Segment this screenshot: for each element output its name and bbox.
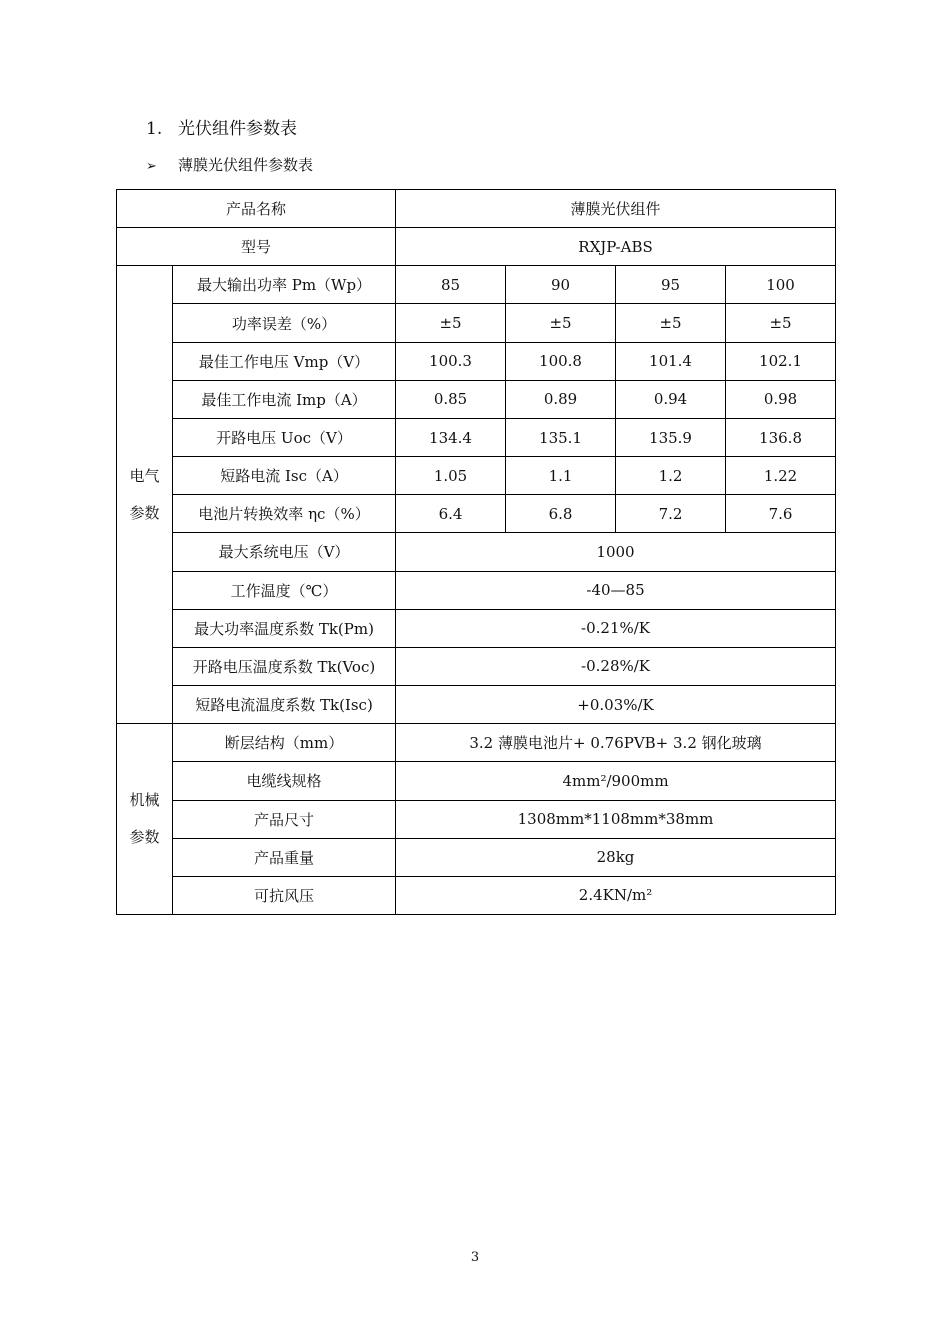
table-row xyxy=(117,762,836,800)
cell-value: 100.8 xyxy=(506,342,616,380)
table-row xyxy=(117,304,836,342)
table-row xyxy=(117,609,836,647)
cell-value: 3.2 薄膜电池片+ 0.76PVB+ 3.2 钢化玻璃 xyxy=(396,724,836,762)
electrical-group-label xyxy=(117,266,173,724)
table-row xyxy=(117,266,836,304)
row-label: 可抗风压 xyxy=(173,876,396,914)
table-row xyxy=(117,495,836,533)
spec-table xyxy=(116,189,836,915)
cell-value: 28kg xyxy=(396,838,836,876)
cell-value: 90 xyxy=(506,266,616,304)
cell-value: 0.85 xyxy=(396,380,506,418)
table-row xyxy=(117,342,836,380)
cell-value: -0.28%/K xyxy=(396,647,836,685)
table-row xyxy=(117,457,836,495)
cell-value: 134.4 xyxy=(396,418,506,456)
cell-value: +0.03%/K xyxy=(396,686,836,724)
cell-value: 1000 xyxy=(396,533,836,571)
group-label-line: 参数 xyxy=(129,828,160,847)
cell-value: 7.6 xyxy=(726,495,836,533)
table-row xyxy=(117,571,836,609)
product-name-label: 产品名称 xyxy=(117,190,396,228)
table-row xyxy=(117,190,836,228)
cell-value: 0.89 xyxy=(506,380,616,418)
row-label: 开路电压 Uoc（V） xyxy=(173,418,396,456)
row-label: 电池片转换效率 ηc（%） xyxy=(173,495,396,533)
model-value: RXJP-ABS xyxy=(396,228,836,266)
cell-value: 95 xyxy=(616,266,726,304)
group-label-line: 电气 xyxy=(129,466,160,485)
cell-value: 1308mm*1108mm*38mm xyxy=(396,800,836,838)
cell-value: 0.98 xyxy=(726,380,836,418)
row-label: 功率误差（%） xyxy=(173,304,396,342)
subsection-title: 薄膜光伏组件参数表 xyxy=(178,156,314,174)
arrow-bullet-icon: ➢ xyxy=(146,159,157,174)
cell-value: 4mm²/900mm xyxy=(396,762,836,800)
row-label: 最大系统电压（V） xyxy=(173,533,396,571)
cell-value: 1.2 xyxy=(616,457,726,495)
section-number: 1. xyxy=(146,119,163,139)
cell-value: ±5 xyxy=(396,304,506,342)
cell-value: -40—85 xyxy=(396,571,836,609)
row-label: 产品重量 xyxy=(173,838,396,876)
cell-value: 102.1 xyxy=(726,342,836,380)
cell-value: 136.8 xyxy=(726,418,836,456)
row-label: 工作温度（℃） xyxy=(173,571,396,609)
group-label-line: 机械 xyxy=(129,791,160,810)
cell-value: 100 xyxy=(726,266,836,304)
row-label: 开路电压温度系数 Tk(Voc) xyxy=(173,647,396,685)
table-row xyxy=(117,418,836,456)
row-label: 电缆线规格 xyxy=(173,762,396,800)
model-label: 型号 xyxy=(117,228,396,266)
table-row xyxy=(117,876,836,914)
table-row xyxy=(117,838,836,876)
table-row xyxy=(117,686,836,724)
table-row xyxy=(117,380,836,418)
cell-value: 85 xyxy=(396,266,506,304)
cell-value: 0.94 xyxy=(616,380,726,418)
section-heading xyxy=(146,114,297,139)
cell-value: 6.8 xyxy=(506,495,616,533)
section-title: 光伏组件参数表 xyxy=(178,119,297,139)
table-row xyxy=(117,800,836,838)
row-label: 最大输出功率 Pm（Wp） xyxy=(173,266,396,304)
row-label: 断层结构（mm） xyxy=(173,724,396,762)
page-number: 3 xyxy=(470,1250,480,1265)
cell-value: 100.3 xyxy=(396,342,506,380)
cell-value: ±5 xyxy=(616,304,726,342)
cell-value: 2.4KN/m² xyxy=(396,876,836,914)
cell-value: ±5 xyxy=(726,304,836,342)
cell-value: 1.22 xyxy=(726,457,836,495)
mechanical-group-label xyxy=(117,724,173,915)
row-label: 产品尺寸 xyxy=(173,800,396,838)
cell-value: -0.21%/K xyxy=(396,609,836,647)
cell-value: 135.9 xyxy=(616,418,726,456)
cell-value: ±5 xyxy=(506,304,616,342)
row-label: 最佳工作电压 Vmp（V） xyxy=(173,342,396,380)
row-label: 最大功率温度系数 Tk(Pm) xyxy=(173,609,396,647)
cell-value: 7.2 xyxy=(616,495,726,533)
cell-value: 135.1 xyxy=(506,418,616,456)
subsection-heading xyxy=(146,154,313,175)
product-name-value: 薄膜光伏组件 xyxy=(396,190,836,228)
cell-value: 1.1 xyxy=(506,457,616,495)
row-label: 最佳工作电流 Imp（A） xyxy=(173,380,396,418)
row-label: 短路电流 Isc（A） xyxy=(173,457,396,495)
cell-value: 101.4 xyxy=(616,342,726,380)
cell-value: 6.4 xyxy=(396,495,506,533)
group-label-line: 参数 xyxy=(129,503,160,522)
table-row xyxy=(117,228,836,266)
table-row xyxy=(117,724,836,762)
table-row xyxy=(117,533,836,571)
row-label: 短路电流温度系数 Tk(Isc) xyxy=(173,686,396,724)
cell-value: 1.05 xyxy=(396,457,506,495)
table-row xyxy=(117,647,836,685)
